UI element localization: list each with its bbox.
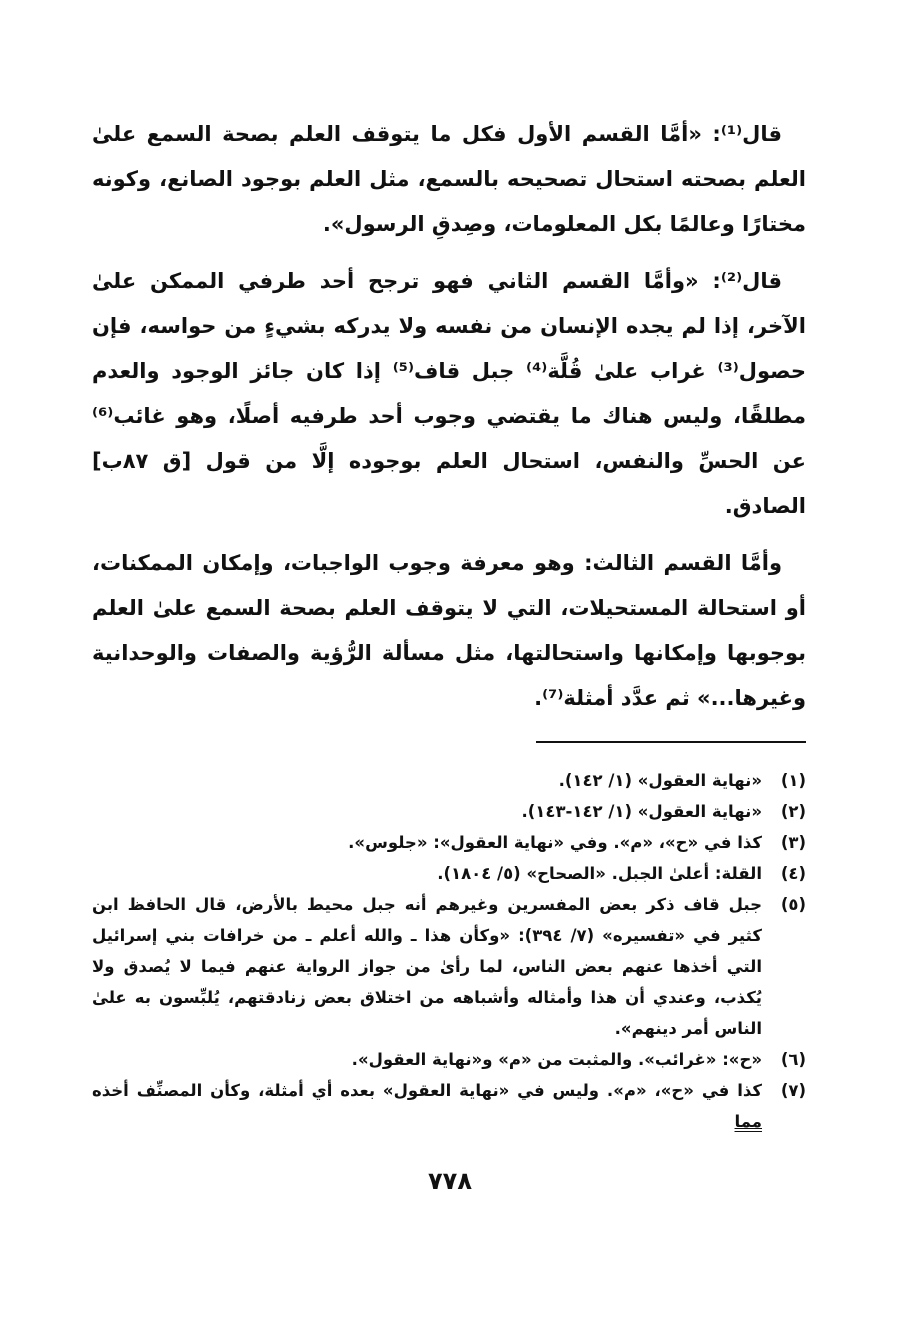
footnote-continuation-word: مما bbox=[734, 1112, 762, 1131]
footnote-5 bbox=[92, 889, 806, 1044]
footnote-number: (٤) bbox=[780, 864, 806, 883]
paragraph-1: قال⁽¹⁾: «أمَّا القسم الأول فكل ما يتوقف العلم بصحة السمع علىٰ العلم بصحته استحال تصحيحه بالسمع، مثل العلم بوجود الصانع، وكونه مختارًا وعالمًا بكل المعلومات، وصِدقِ الرسول». bbox=[92, 122, 806, 236]
footnote-7 bbox=[92, 1075, 806, 1137]
footnote-3 bbox=[92, 827, 806, 858]
footnote-number: (٢) bbox=[780, 802, 806, 821]
footnote-4 bbox=[92, 858, 806, 889]
footnote-2 bbox=[92, 796, 806, 827]
paragraph-3: وأمَّا القسم الثالث: وهو معرفة وجوب الواجبات، وإمكان الممكنات، أو استحالة المستحيلات، التي لا يتوقف العلم بصحة السمع علىٰ العلم بوجوبها وإمكانها واستحالتها، مثل مسألة الرُّؤية والصفات والوحدانية وغيرها...» ثم عدَّد أمثلة⁽⁷⁾. bbox=[92, 551, 806, 710]
footnote-text: جبل قاف ذكر بعض المفسرين وغيرهم أنه جبل محيط بالأرض، قال الحافظ ابن كثير في «تفسيره» (٧/ ٣٩٤): «وكأن هذا ـ والله أعلم ـ من خرافات بني إسرائيل التي أخذها عنهم بعض الناس، لما رأىٰ من جواز الرواية عنهم فيما لا يُصدق ولا يُكذب، وعندي أن هذا وأمثاله وأشباهه من اختلاق بعض زنادقتهم، يُلبِّسون به علىٰ الناس أمر دينهم». bbox=[92, 895, 762, 1038]
page-number: ٧٧٨ bbox=[428, 1167, 472, 1195]
footnote-text: القلة: أعلىٰ الجبل. «الصحاح» (٥/ ١٨٠٤). bbox=[437, 864, 762, 883]
page-content bbox=[92, 112, 806, 1137]
footnote-number: (٦) bbox=[780, 1050, 806, 1069]
footnote-6 bbox=[92, 1044, 806, 1075]
footnote-number: (٧) bbox=[780, 1081, 806, 1100]
footnote-1 bbox=[92, 765, 806, 796]
footnote-number: (٣) bbox=[780, 833, 806, 852]
paragraph-2: قال⁽²⁾: «وأمَّا القسم الثاني فهو ترجح أحد طرفي الممكن علىٰ الآخر، إذا لم يجده الإنسان من نفسه ولا يدركه بشيءٍ من حواسه، فإن حصول⁽³⁾ غراب علىٰ قُلَّة⁽⁴⁾ جبل قاف⁽⁵⁾ إذا كان جائز الوجود والعدم مطلقًا، وليس هناك ما يقتضي وجوب أحد طرفيه أصلًا، وهو غائب⁽⁶⁾ عن الحسِّ والنفس، استحال العلم بوجوده إلَّا من قول [ق ٨٧ب] الصادق. bbox=[92, 269, 807, 518]
footnotes bbox=[92, 765, 806, 1137]
footnote-number: (١) bbox=[780, 771, 806, 790]
footnote-text: «نهاية العقول» (١/ ١٤٢-١٤٣). bbox=[521, 802, 762, 821]
footnote-number: (٥) bbox=[780, 895, 806, 914]
footnote-text-container bbox=[92, 1075, 762, 1137]
main-text bbox=[92, 112, 806, 721]
footnote-text: كذا في «ح»، «م». وليس في «نهاية العقول» بعده أي أمثلة، وكأن المصنِّف أخذه bbox=[92, 1081, 762, 1100]
footnote-divider bbox=[536, 741, 806, 743]
footnote-text: كذا في «ح»، «م». وفي «نهاية العقول»: «جلوس». bbox=[348, 833, 762, 852]
footnote-text: «نهاية العقول» (١/ ١٤٢). bbox=[558, 771, 762, 790]
footnote-text: «ح»: «غرائب». والمثبت من «م» و«نهاية العقول». bbox=[351, 1050, 762, 1069]
